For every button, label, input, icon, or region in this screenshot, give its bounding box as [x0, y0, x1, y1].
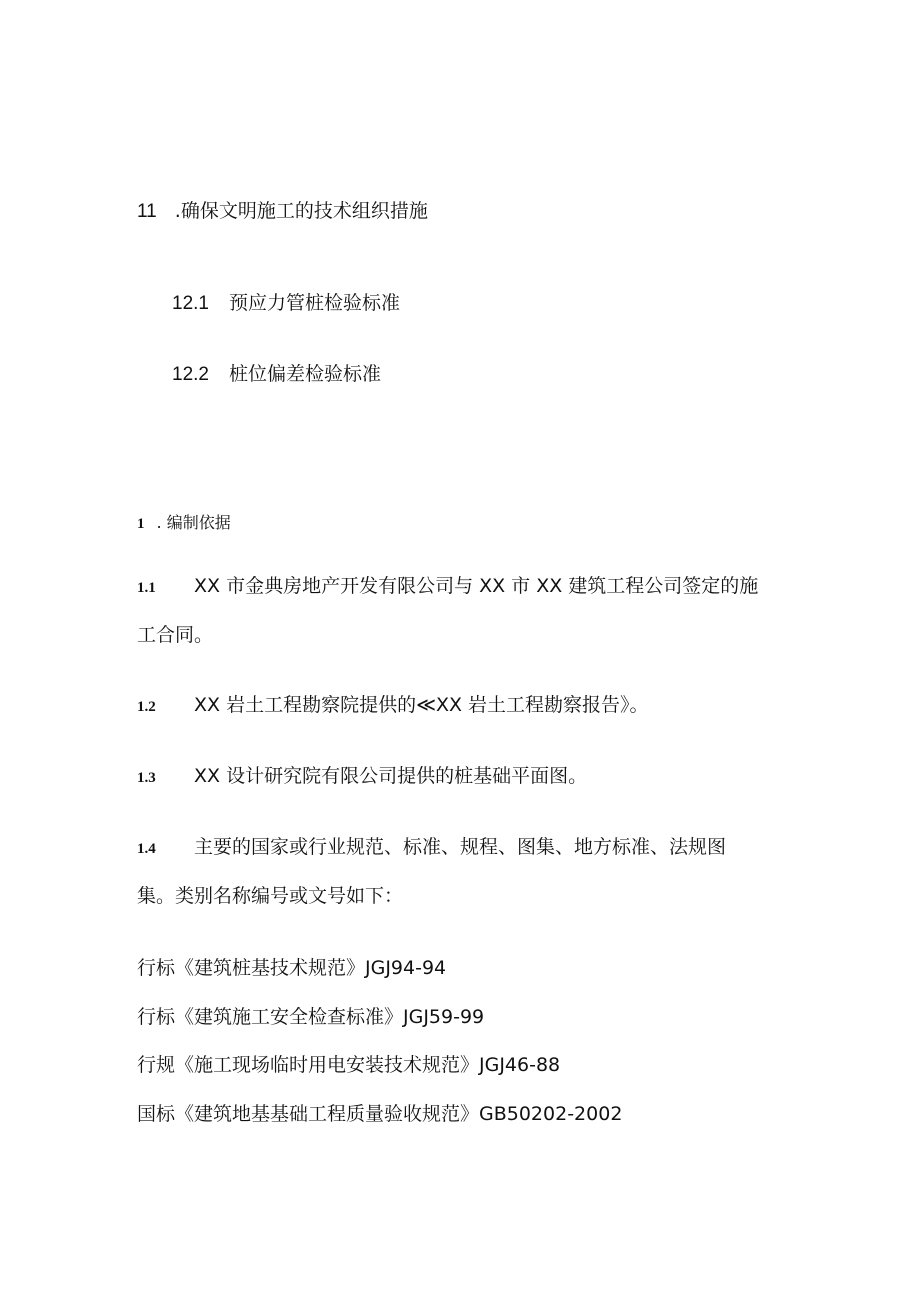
item-number: 1.3: [137, 770, 156, 786]
basis-item-1-4: [137, 835, 727, 861]
item-text-continued: 集。类别名称编号或文号如下：: [137, 885, 404, 907]
standard-item: [137, 1005, 484, 1029]
toc-text: 桩位偏差检验标准: [229, 363, 382, 385]
standard-text: 国标《建筑地基基础工程质量验收规范》GB50202-2002: [137, 1103, 623, 1125]
item-text: XX 设计研究院有限公司提供的桩基础平面图。: [194, 765, 588, 787]
basis-item-1-4-continued: [137, 884, 403, 908]
standard-item: [137, 1102, 622, 1126]
toc-text: .确保文明施工的技术组织措施: [174, 200, 428, 222]
item-text: XX 市金典房地产开发有限公司与 XX 市 XX 建筑工程公司签定的施: [194, 575, 759, 597]
standard-item: [137, 956, 446, 980]
item-number: 1.2: [137, 699, 156, 715]
standard-item: [137, 1053, 560, 1077]
basis-item-1-3: [137, 764, 588, 790]
standard-text: 行规《施工现场临时用电安装技术规范》JGJ46-88: [137, 1054, 561, 1076]
toc-item-11: [137, 199, 428, 224]
basis-item-1-1: [137, 574, 759, 600]
item-number: 1.1: [137, 580, 156, 596]
toc-number: 12.2: [172, 364, 209, 385]
item-number: 1.4: [137, 841, 156, 857]
toc-item-12-1: [172, 291, 400, 316]
section-number: 1: [137, 516, 145, 532]
basis-item-1-2: [137, 693, 649, 719]
toc-text: 预应力管桩检验标准: [229, 292, 401, 314]
basis-item-1-1-continued: [137, 623, 213, 647]
standard-text: 行标《建筑桩基技术规范》JGJ94-94: [137, 957, 447, 979]
toc-number: 11: [137, 201, 157, 222]
toc-item-12-2: [172, 362, 381, 387]
toc-number: 12.1: [172, 293, 209, 314]
item-text-continued: 工合同。: [137, 624, 214, 646]
section-title: . 编制依据: [156, 513, 231, 532]
item-text: 主要的国家或行业规范、标准、规程、图集、地方标准、法规图: [194, 836, 727, 858]
section-heading: [137, 510, 231, 536]
item-text: XX 岩土工程勘察院提供的≪XX 岩土工程勘察报告》。: [194, 694, 649, 716]
standard-text: 行标《建筑施工安全检查标准》JGJ59-99: [137, 1006, 485, 1028]
